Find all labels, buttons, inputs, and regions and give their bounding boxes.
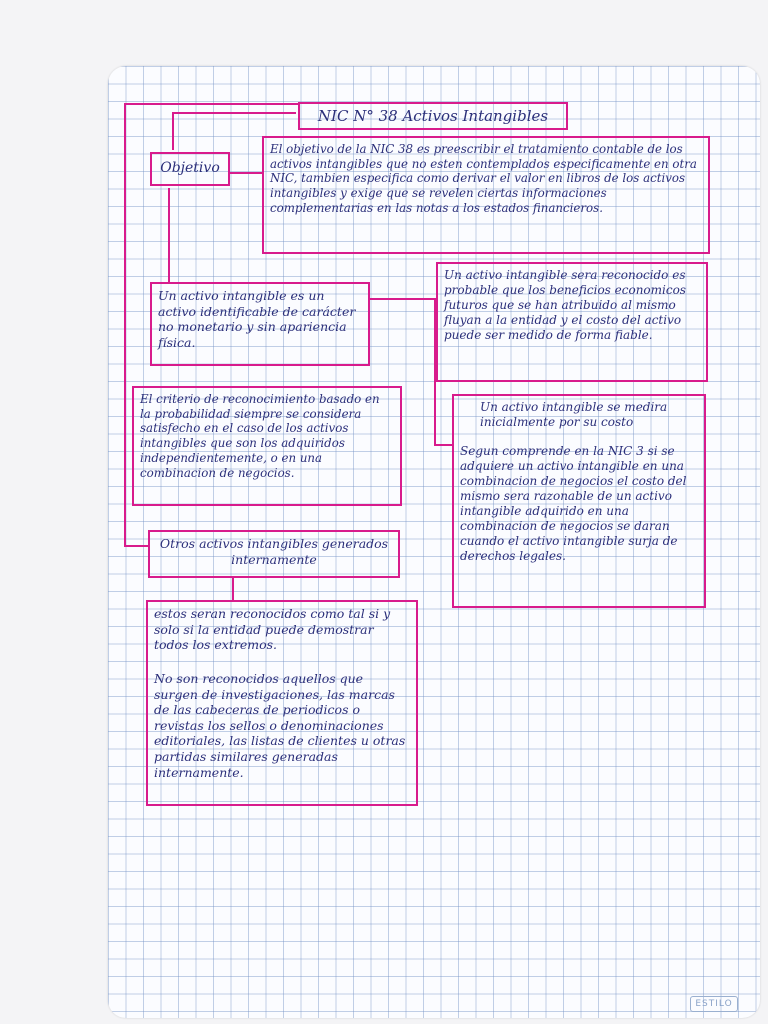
page-title [298,102,568,130]
title-text: NIC N° 38 Activos Intangibles [317,107,549,125]
medicion-box [452,394,706,608]
definicion-box [150,282,370,366]
connector-objetivo-top [172,112,296,114]
connector-medicion [434,444,454,446]
otros-reconocidos: estos seran reconocidos como tal si y solo si la entidad puede demostrar todos los extremos. [154,606,391,653]
reconocimiento-text: Un activo intangible sera reconocido es probable que los beneficios economicos futuros que se han atribuido al mismo fluyan a la entidad y el costo del activo puede ser medido de forma fiable. [444,268,686,342]
criterio-box [132,386,402,506]
connector-def-recog [370,298,438,300]
objetivo-label-text: Objetivo [160,160,220,176]
otros-box [146,600,418,806]
definicion-text: Un activo intangible es un activo identificable de carácter no monetario y sin apariencia física. [158,288,356,350]
medicion-combinacion: Segun comprende en la NIC 3 si se adquiere un activo intangible en una combinacion de negocios el costo del mismo sera razonable de un activo intangible adquirido en una combinacion de negocios se daran cuando el activo intangible surja de derechos legales. [460,444,687,563]
connector-otros-down [232,578,234,600]
otros-label [148,530,400,578]
connector-objetivo-text [228,172,262,174]
connector-left-trunk [124,103,126,547]
objetivo-text [262,136,710,254]
objetivo-label [150,152,230,186]
connector-objetivo [172,112,174,150]
criterio-text: El criterio de reconocimiento basado en la probabilidad siempre se considera satisfecho en el caso de los activos intangibles que son los adquiridos independientemente, o en una combinacion de negocios. [140,392,380,480]
brand-logo [690,996,738,1012]
medicion-inicial: Un activo intangible se medira inicialmente por su costo [480,400,668,429]
connector-otros [124,545,148,547]
objetivo-text-content: El objetivo de la NIC 38 es preescribir el tratamiento contable de los activos intangibles que no esten contemplados especificamente en otra NIC, tambien especifica como derivar el valor en libros de los activos intangibles y exige que se revelen ciertas informaciones complementarias en las notas a los estados financieros. [270,142,697,215]
otros-label-text: Otros activos intangibles generados internamente [159,536,389,567]
connector-def [168,188,170,282]
connector-top [124,103,298,105]
brand-text: ESTILO [695,999,733,1009]
reconocimiento-box [436,262,708,382]
otros-no-reconocidos: No son reconocidos aquellos que surgen de investigaciones, las marcas de las cabeceras de periodicos o revistas los sellos o denominaciones editoriales, las listas de clientes u otras partidas similares generadas internamente. [154,670,406,780]
